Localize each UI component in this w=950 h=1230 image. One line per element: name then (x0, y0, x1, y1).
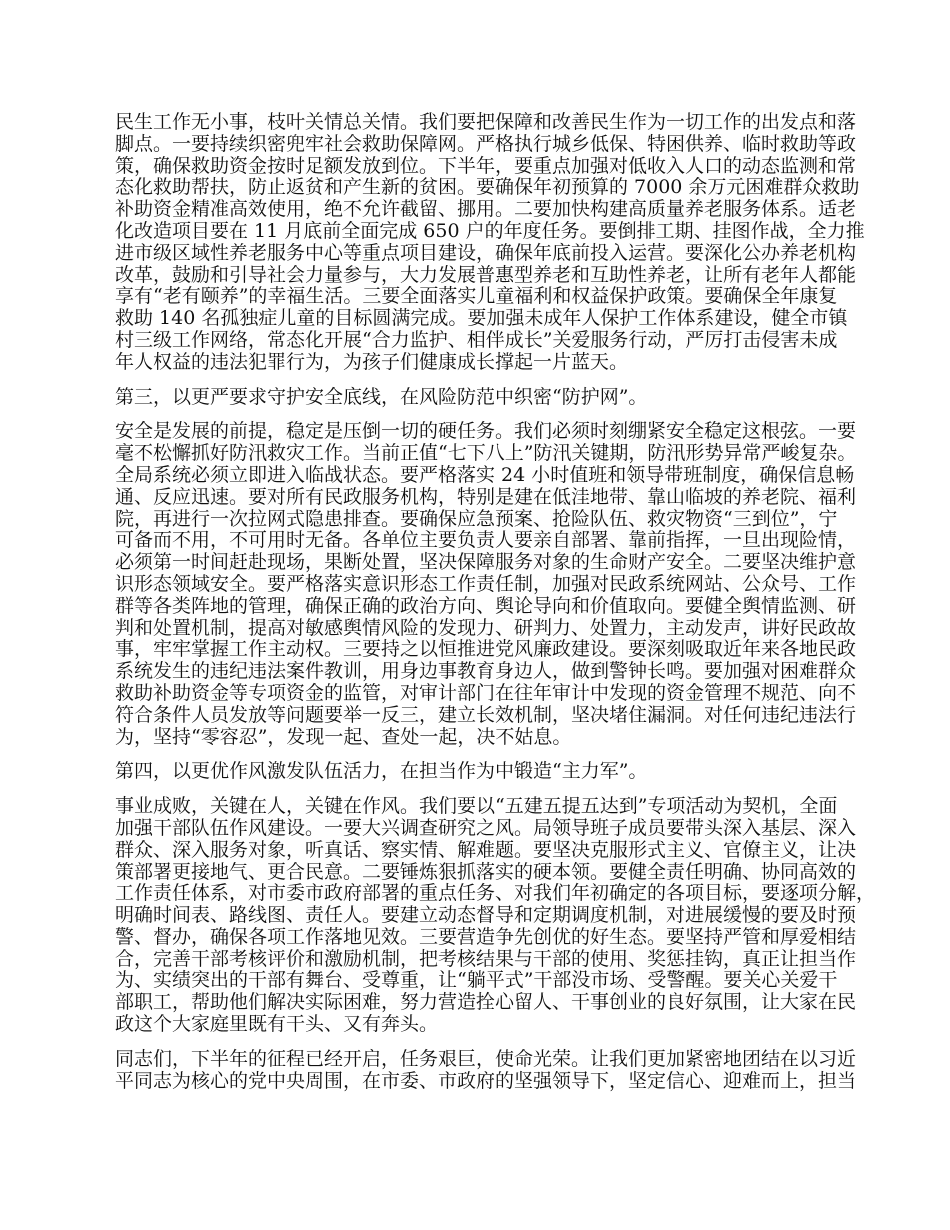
text-line: 同志们，下半年的征程已经开启，任务艰巨，使命光荣。让我们更加紧密地团结在以习近 (115, 1047, 857, 1070)
document-page (115, 111, 876, 1105)
text-line: 必须第一时间赶赴现场，果断处置，坚决保障服务对象的生命财产安全。二要坚决维护意 (115, 551, 857, 574)
text-line: 毫不松懈抓好防汛救灾工作。当前正值“七下八上”防汛关键期，防汛形势异常严峻复杂。 (115, 442, 857, 465)
text-line: 策部署更接地气、更合民意。二要锤炼狠抓落实的硬本领。要健全责任明确、协同高效的 (115, 860, 857, 883)
text-line: 平同志为核心的党中央周围，在市委、市政府的坚强领导下，坚定信心、迎难而上，担当 (115, 1069, 857, 1092)
text-line: 识形态领域安全。要严格落实意识形态工作责任制，加强对民政系统网站、公众号、工作 (115, 572, 857, 595)
text-line: 安全是发展的前提，稳定是压倒一切的硬任务。我们必须时刻绷紧安全稳定这根弦。一要 (115, 420, 857, 443)
text-line: 工作责任体系，对市委市政府部署的重点任务、对我们年初确定的各项目标，要逐项分解， (115, 882, 876, 905)
text-line: 警、督办，确保各项工作落地见效。三要营造争先创优的好生态。要坚持严管和厚爱相结 (115, 925, 857, 948)
text-line: 系统发生的违纪违法案件教训，用身边事教育身边人，做到警钟长鸣。要加强对困难群众 (115, 660, 857, 683)
text-line: 补助资金精准高效使用，绝不允许截留、挪用。二要加快构建高质量养老服务体系。适老 (115, 198, 857, 221)
text-line: 合，完善干部考核评价和激励机制，把考核结果与干部的使用、奖惩挂钩，真正让担当作 (115, 947, 857, 970)
text-line: 救助 140 名孤独症儿童的目标圆满完成。要加强未成年人保护工作体系建设，健全市镇 (115, 307, 848, 330)
text-line: 年人权益的违法犯罪行为，为孩子们健康成长撑起一片蓝天。 (115, 350, 629, 373)
text-line: 政这个大家庭里既有干头、又有奔头。 (115, 1013, 439, 1036)
text-line: 事，牢牢掌握工作主动权。三要持之以恒推进党风廉政建设。要深刻吸取近年来各地民政 (115, 638, 857, 661)
text-line: 救助补助资金等专项资金的监管，对审计部门在往年审计中发现的资金管理不规范、向不 (115, 681, 857, 704)
text-line: 脚点。一要持续织密兜牢社会救助保障网。严格执行城乡低保、特困供养、临时救助等政 (115, 132, 857, 155)
text-line: 改革，鼓励和引导社会力量参与，大力发展普惠型养老和互助性养老，让所有老年人都能 (115, 263, 857, 286)
section-heading (115, 387, 836, 409)
text-line: 进市级区域性养老服务中心等重点项目建设，确保年底前投入运营。要深化公办养老机构 (115, 241, 857, 264)
text-line: 群众、深入服务对象，听真话、察实情、解难题。要坚决克服形式主义、官僚主义，让决 (115, 838, 857, 861)
text-line: 明确时间表、路线图、责任人。要建立动态督导和定期调度机制，对进展缓慢的要及时预 (115, 904, 857, 927)
text-line: 部职工，帮助他们解决实际困难，努力营造拴心留人、干事创业的良好氛围，让大家在民 (115, 991, 857, 1014)
text-line: 民生工作无小事，枝叶关情总关情。我们要把保障和改善民生作为一切工作的出发点和落 (115, 111, 857, 133)
text-line: 策，确保救助资金按时足额发放到位。下半年，要重点加强对低收入人口的动态监测和常 (115, 154, 857, 177)
text-line: 第三，以更严要求守护安全底线，在风险防范中织密“防护网”。 (115, 385, 648, 408)
text-line: 化改造项目要在 11 月底前全面完成 650 户的年度任务。要倒排工期、挂图作战，全力推 (115, 219, 865, 242)
text-line: 第四，以更优作风激发队伍活力，在担当作为中锻造“主力军”。 (115, 760, 648, 783)
text-line: 符合条件人员发放等问题要举一反三，建立长效机制，坚决堵住漏洞。对任何违纪违法行 (115, 703, 857, 726)
text-line: 院，再进行一次拉网式隐患排查。要确保应急预案、抢险队伍、救灾物资“三到位”，宁 (115, 507, 838, 530)
text-line: 为，坚持“零容忍”，发现一起、查处一起，决不姑息。 (115, 725, 572, 748)
text-line: 通、反应迅速。要对所有民政服务机构，特别是建在低洼地带、靠山临坡的养老院、福利 (115, 485, 857, 508)
text-line: 判和处置机制，提高对敏感舆情风险的发现力、研判力、处置力，主动发声，讲好民政故 (115, 616, 857, 639)
body-paragraph (115, 111, 865, 374)
text-line: 全局系统必须立即进入临战状态。要严格落实 24 小时值班和领导带班制度，确保信息畅 (115, 463, 855, 486)
text-line: 群等各类阵地的管理，确保正确的政治方向、舆论导向和价值取向。要健全舆情监测、研 (115, 594, 857, 617)
text-line: 为、实绩突出的干部有舞台、受尊重，让“躺平式”干部没市场、受警醒。要关心关爱干 (115, 969, 838, 992)
body-paragraph (115, 795, 876, 1036)
text-line: 事业成败，关键在人，关键在作风。我们要以“五建五提五达到”专项活动为契机，全面 (115, 795, 838, 818)
section-heading (115, 761, 836, 783)
text-line: 可备而不用，不可用时无备。各单位主要负责人要亲自部署、靠前指挥，一旦出现险情， (115, 529, 857, 552)
text-line: 村三级工作网络，常态化开展“合力监护、相伴成长”关爱服务行动，严厉打击侵害未成 (115, 328, 838, 351)
body-paragraph (115, 420, 857, 748)
body-paragraph (115, 1047, 857, 1093)
text-line: 加强干部队伍作风建设。一要大兴调查研究之风。局领导班子成员要带头深入基层、深入 (115, 816, 857, 839)
text-line: 态化救助帮扶，防止返贫和产生新的贫困。要确保年初预算的 7000 余万元困难群众救助 (115, 176, 860, 199)
text-line: 享有“老有颐养”的幸福生活。三要全面落实儿童福利和权益保护政策。要确保全年康复 (115, 285, 838, 308)
